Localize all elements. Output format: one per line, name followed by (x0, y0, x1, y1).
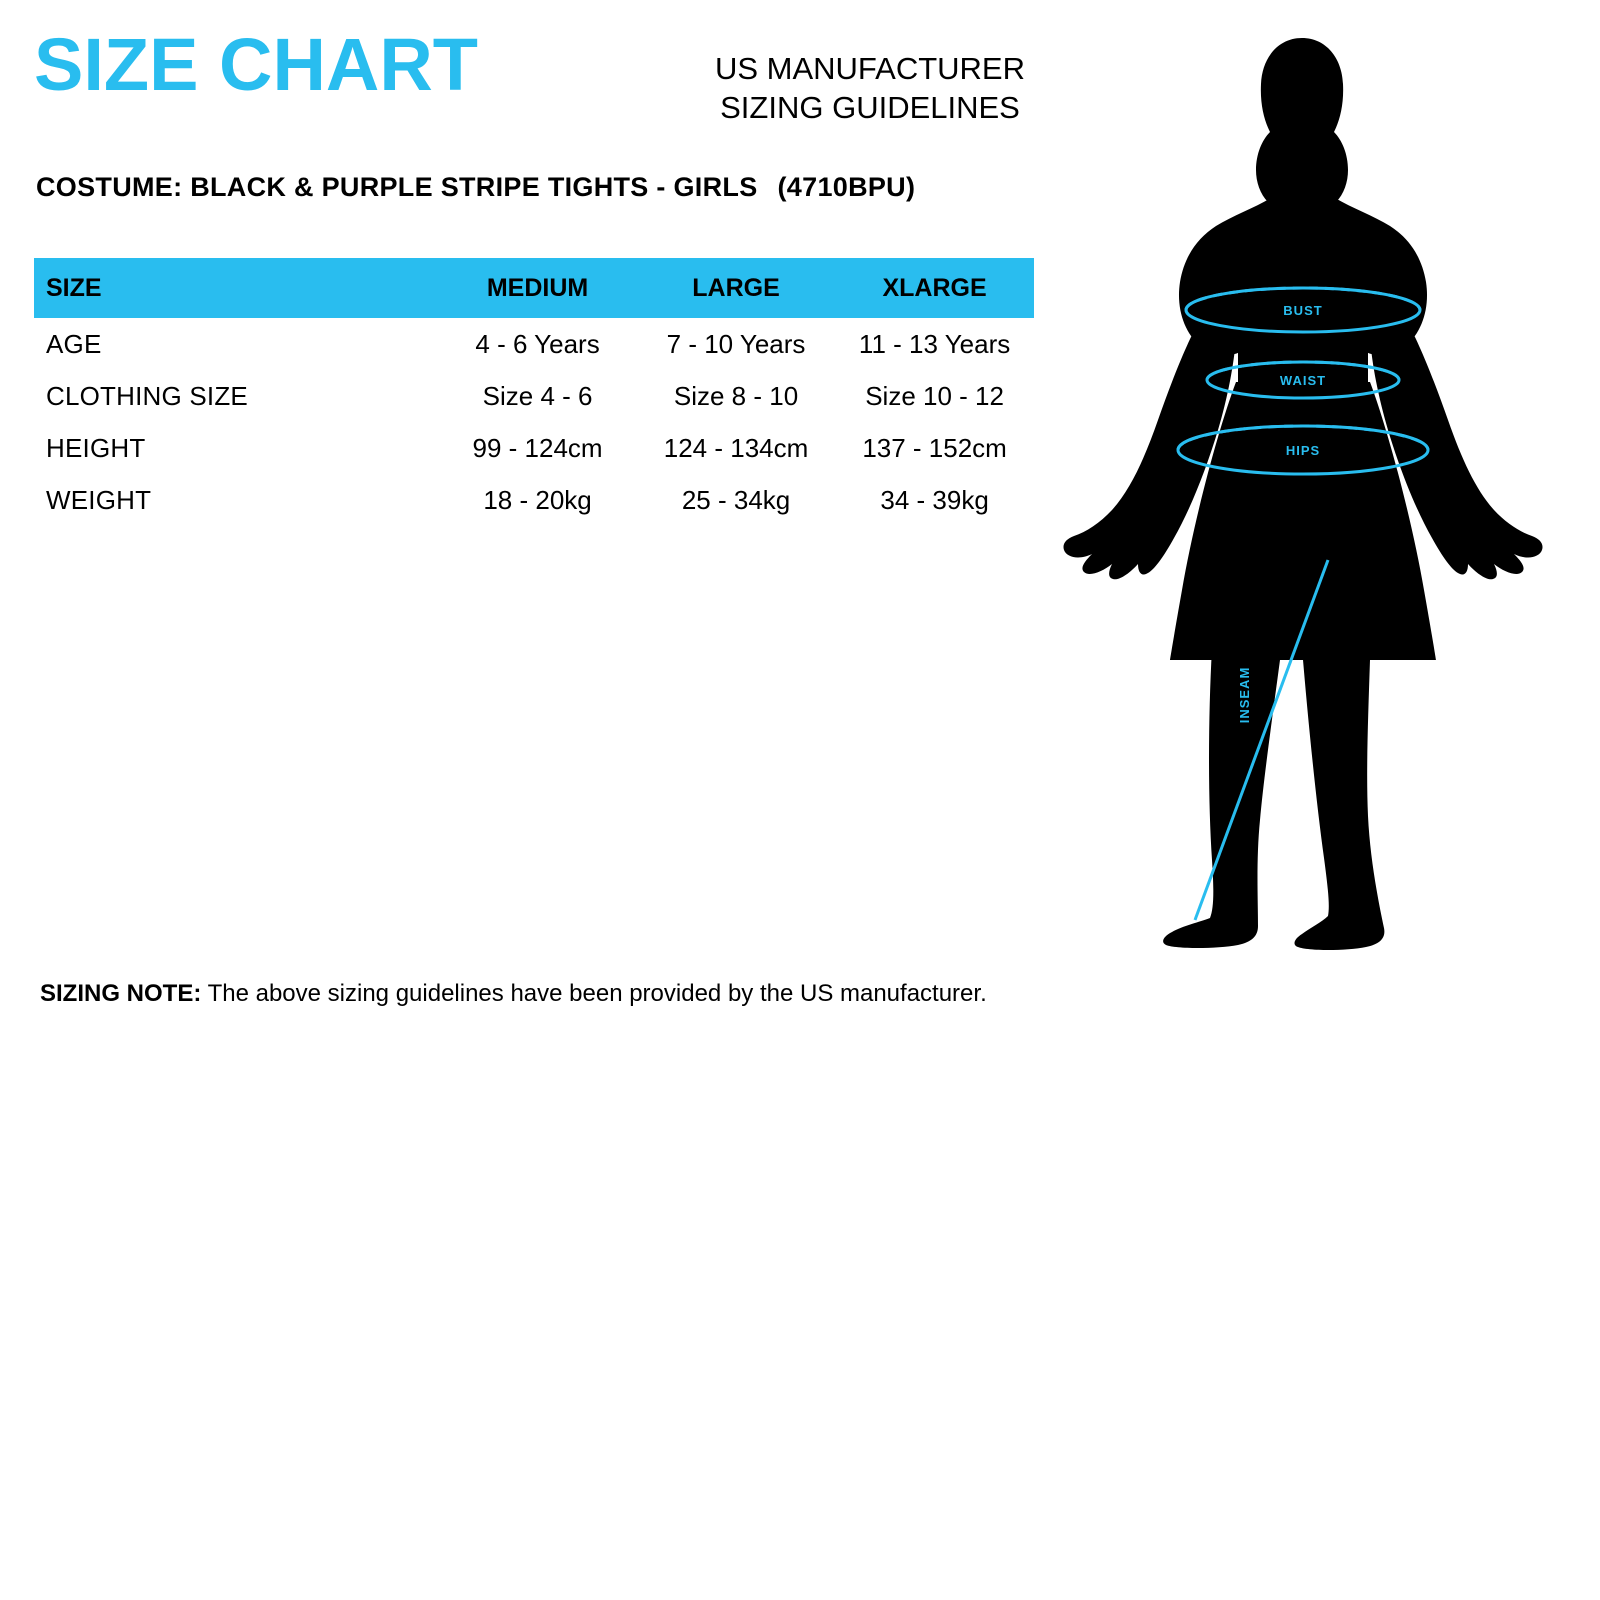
table-row (34, 370, 1034, 422)
hips-label: HIPS (1285, 443, 1321, 458)
row-label-height: HEIGHT (46, 432, 146, 463)
manufacturer-line-2: SIZING GUIDELINES (720, 89, 1020, 125)
cell-weight-xlarge: 34 - 39kg (880, 484, 989, 515)
row-label-weight: WEIGHT (46, 484, 152, 515)
waist-label: WAIST (1279, 373, 1327, 388)
column-header-xlarge: XLARGE (835, 258, 1034, 318)
table-row (34, 474, 1034, 526)
cell-age-xlarge: 11 - 13 Years (858, 328, 1011, 359)
body-silhouette (1063, 38, 1542, 950)
cell-age-large: 7 - 10 Years (666, 328, 806, 359)
inseam-label: INSEAM (1237, 666, 1252, 724)
manufacturer-heading (660, 50, 1080, 128)
sizing-note-text: The above sizing guidelines have been provided by the US manufacturer. (201, 980, 987, 1007)
table-row (34, 422, 1034, 474)
cell-clothing-medium: Size 4 - 6 (482, 380, 593, 411)
cell-weight-large: 25 - 34kg (681, 484, 791, 515)
cell-age-medium: 4 - 6 Years (475, 328, 600, 359)
costume-name: COSTUME: BLACK & PURPLE STRIPE TIGHTS - GIRLS (36, 172, 758, 202)
column-header-large: LARGE (637, 258, 835, 318)
sizing-note (40, 980, 987, 1008)
size-chart-table (34, 258, 1034, 526)
cell-weight-medium: 18 - 20kg (483, 484, 592, 515)
cell-height-xlarge: 137 - 152cm (862, 432, 1007, 463)
costume-code: (4710BPU) (777, 172, 916, 202)
table-header-row (34, 258, 1034, 318)
sizing-note-label: SIZING NOTE: (40, 980, 202, 1007)
row-label-age: AGE (46, 328, 102, 359)
cell-clothing-large: Size 8 - 10 (673, 380, 799, 411)
bust-label: BUST (1283, 303, 1323, 318)
column-header-medium: MEDIUM (438, 258, 637, 318)
measurement-figure (1040, 20, 1560, 960)
table-row (34, 318, 1034, 370)
manufacturer-line-1: US MANUFACTURER (714, 51, 1025, 86)
row-label-clothing-size: CLOTHING SIZE (46, 380, 248, 411)
cell-height-medium: 99 - 124cm (472, 432, 603, 463)
costume-heading (36, 172, 915, 203)
column-header-size: SIZE (34, 258, 438, 318)
page-title: SIZE CHART (34, 23, 478, 106)
cell-height-large: 124 - 134cm (663, 432, 809, 463)
cell-clothing-xlarge: Size 10 - 12 (865, 380, 1004, 411)
